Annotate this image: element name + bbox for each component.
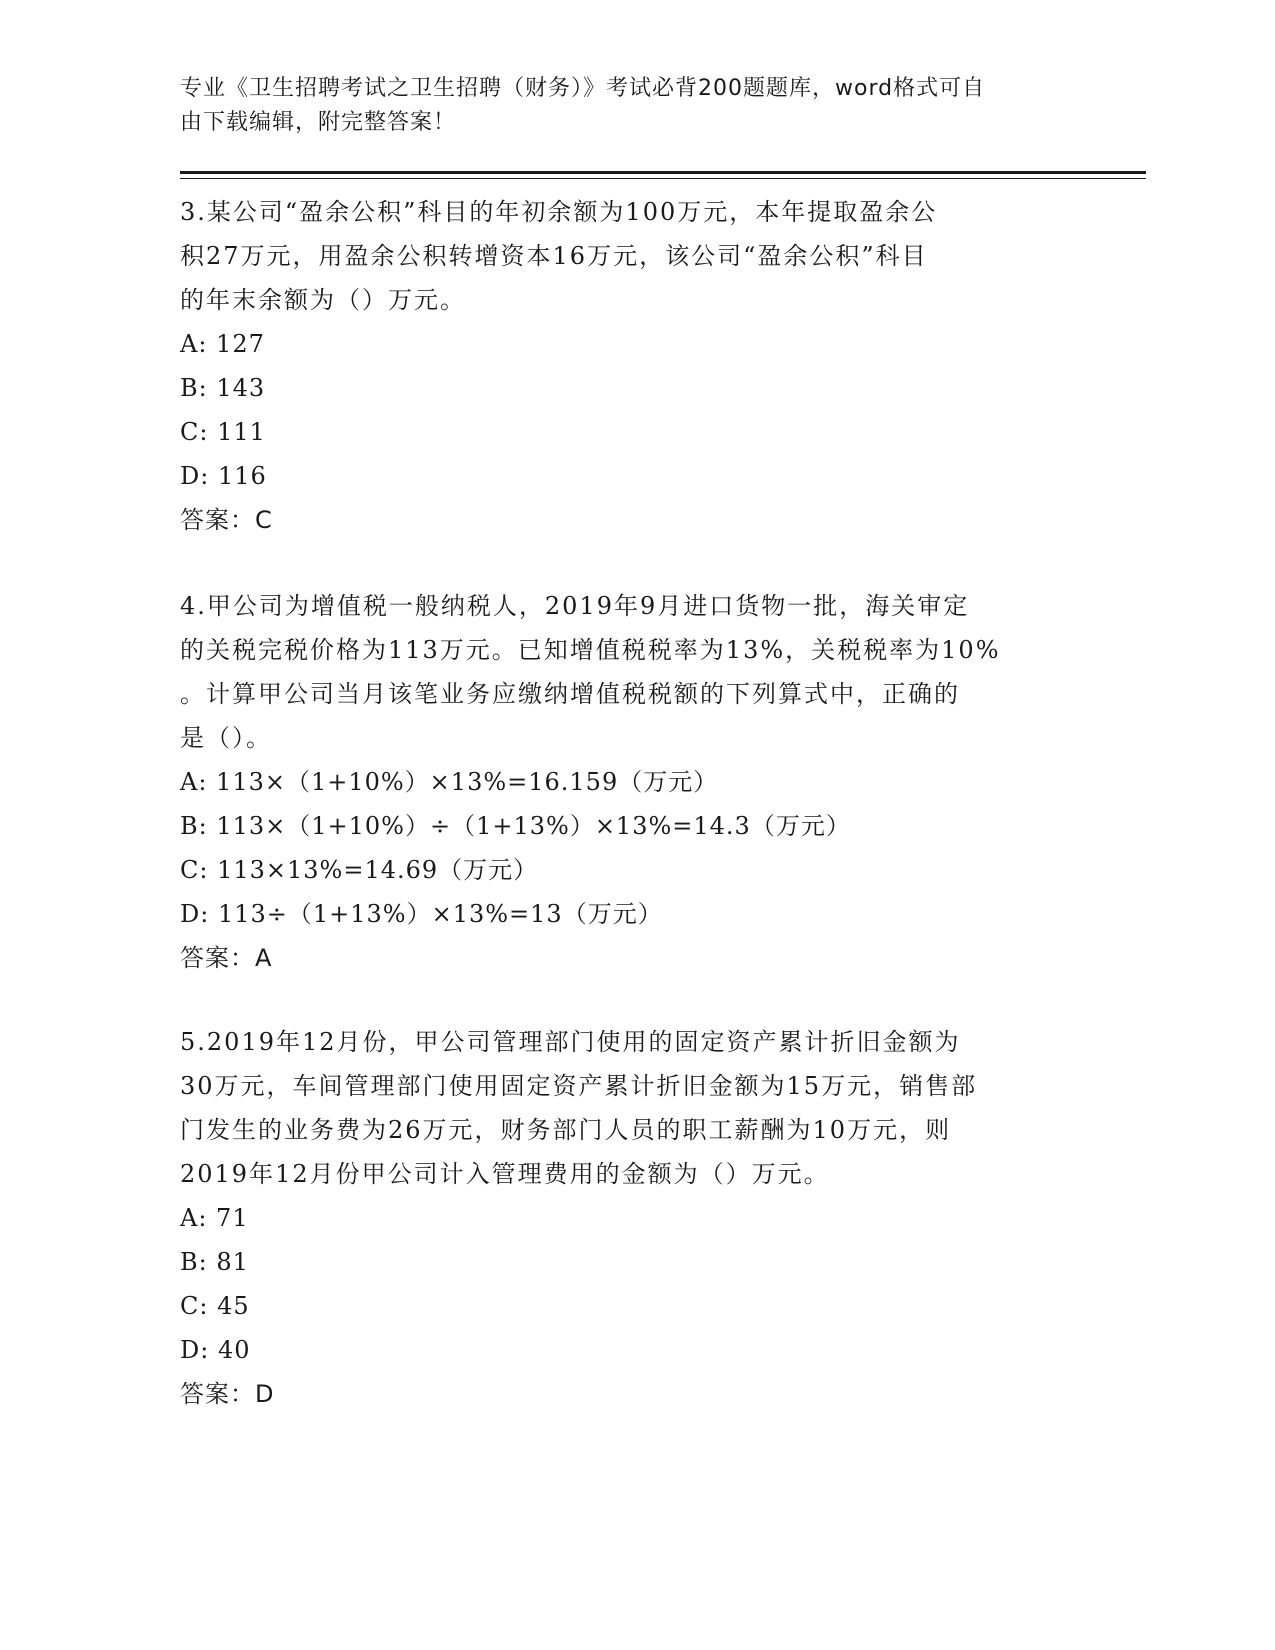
- header-divider-thick: [180, 171, 1146, 174]
- option-a: A: 127: [180, 330, 265, 358]
- header-line-2: 由下载编辑，附完整答案！: [180, 110, 457, 135]
- option-b: B: 143: [180, 374, 266, 402]
- question-stem-line: 2019年12月份甲公司计入管理费用的金额为（）万元。: [180, 1160, 830, 1188]
- question-3: [180, 190, 1060, 542]
- question-stem-line: 30万元，车间管理部门使用固定资产累计折旧金额为15万元，销售部: [180, 1072, 978, 1100]
- option-b: B: 81: [180, 1248, 249, 1276]
- question-stem-line: 。计算甲公司当月该笔业务应缴纳增值税税额的下列算式中，正确的: [180, 680, 960, 708]
- option-d: D: 40: [180, 1336, 251, 1364]
- question-stem-line: 门发生的业务费为26万元，财务部门人员的职工薪酬为10万元，则: [180, 1116, 952, 1144]
- option-d: D: 116: [180, 462, 267, 490]
- question-5: [180, 1020, 1060, 1416]
- option-d: D: 113÷（1+13%）×13%=13（万元）: [180, 900, 663, 928]
- question-4: [180, 584, 1060, 980]
- question-stem-line: 5.2019年12月份，甲公司管理部门使用的固定资产累计折旧金额为: [180, 1028, 961, 1056]
- answer-line: 答案：C: [180, 506, 273, 534]
- question-stem-line: 的年末余额为（）万元。: [180, 286, 466, 314]
- option-c: C: 111: [180, 418, 266, 446]
- option-c: C: 45: [180, 1292, 250, 1320]
- question-stem-line: 的关税完税价格为113万元。已知增值税税率为13%，关税税率为10%: [180, 636, 1001, 664]
- option-c: C: 113×13%=14.69（万元）: [180, 856, 539, 884]
- header-divider-thin: [180, 178, 1146, 179]
- header-line-1: 专业《卫生招聘考试之卫生招聘（财务）》考试必背200题题库，word格式可自: [180, 76, 986, 101]
- answer-line: 答案：D: [180, 1380, 275, 1408]
- option-a: A: 113×（1+10%）×13%=16.159（万元）: [180, 768, 719, 796]
- answer-line: 答案：A: [180, 944, 273, 972]
- question-stem-line: 3.某公司“盈余公积”科目的年初余额为100万元，本年提取盈余公: [180, 198, 938, 226]
- question-stem-line: 是（）。: [180, 724, 272, 752]
- option-a: A: 71: [180, 1204, 249, 1232]
- question-stem-line: 积27万元，用盈余公积转增资本16万元，该公司“盈余公积”科目: [180, 242, 928, 270]
- option-b: B: 113×（1+10%）÷（1+13%）×13%=14.3（万元）: [180, 812, 851, 840]
- question-stem-line: 4.甲公司为增值税一般纳税人，2019年9月进口货物一批，海关审定: [180, 592, 970, 620]
- document-header: [180, 72, 1040, 140]
